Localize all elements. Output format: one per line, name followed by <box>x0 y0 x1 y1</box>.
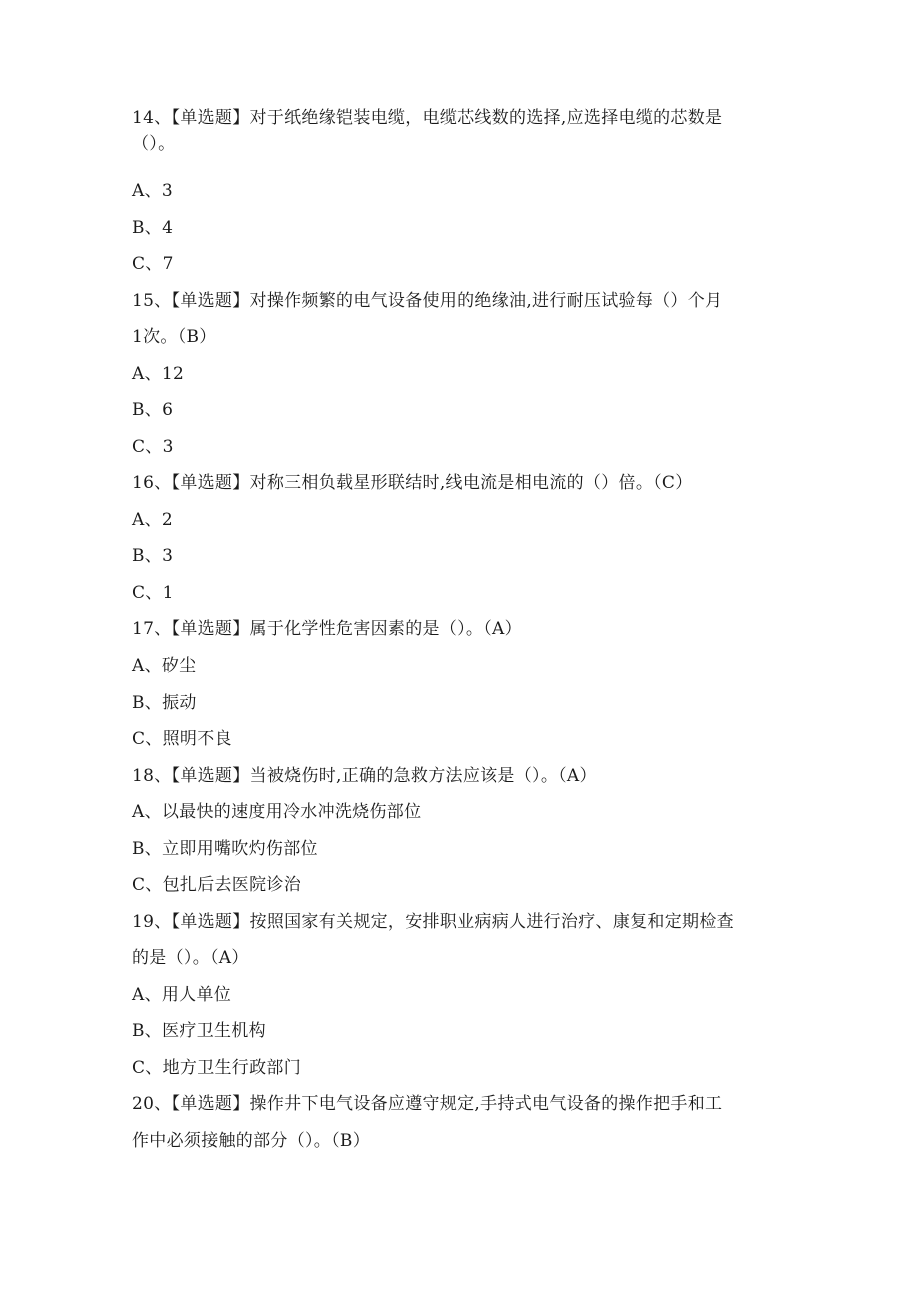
question-15-text: 15、【单选题】对操作频繁的电气设备使用的绝缘油,进行耐压试验每（）个月 <box>132 291 723 311</box>
question-17-option-b: B、振动 <box>132 693 197 713</box>
question-15-option-b: B、6 <box>132 400 174 420</box>
question-14-option-b: B、4 <box>132 218 174 238</box>
question-15-text-cont: 1次。（B） <box>132 327 217 347</box>
question-14-option-c: C、7 <box>132 254 174 274</box>
question-20-text: 20、【单选题】操作井下电气设备应遵守规定,手持式电气设备的操作把手和工 <box>132 1094 723 1114</box>
question-15-option-a: A、12 <box>132 364 185 384</box>
question-17-option-c: C、照明不良 <box>132 729 232 749</box>
question-18-option-b: B、立即用嘴吹灼伤部位 <box>132 839 318 859</box>
question-17-option-a: A、矽尘 <box>132 656 197 676</box>
question-18-option-a: A、以最快的速度用冷水冲洗烧伤部位 <box>132 802 422 822</box>
question-14-text-cont: （）。 <box>132 134 176 154</box>
question-16-text: 16、【单选题】对称三相负载星形联结时,线电流是相电流的（）倍。（C） <box>132 473 693 493</box>
question-20-text-cont: 作中必须接触的部分（）。（B） <box>132 1131 370 1151</box>
question-16-option-b: B、3 <box>132 546 174 566</box>
question-18-text: 18、【单选题】当被烧伤时,正确的急救方法应该是（）。（A） <box>132 766 597 786</box>
question-19-text: 19、【单选题】按照国家有关规定，安排职业病病人进行治疗、康复和定期检查 <box>132 912 734 932</box>
question-17-text: 17、【单选题】属于化学性危害因素的是（）。（A） <box>132 619 522 639</box>
question-16-option-c: C、1 <box>132 583 174 603</box>
question-19-option-c: C、地方卫生行政部门 <box>132 1058 302 1078</box>
question-18-option-c: C、包扎后去医院诊治 <box>132 875 302 895</box>
question-19-option-b: B、医疗卫生机构 <box>132 1021 266 1041</box>
question-14-text: 14、【单选题】对于纸绝缘铠装电缆，电缆芯线数的选择,应选择电缆的芯数是 <box>132 108 723 128</box>
question-19-option-a: A、用人单位 <box>132 985 232 1005</box>
question-16-option-a: A、2 <box>132 510 173 530</box>
question-19-text-cont: 的是（）。（A） <box>132 948 249 968</box>
question-15-option-c: C、3 <box>132 437 174 457</box>
question-14-option-a: A、3 <box>132 181 173 201</box>
